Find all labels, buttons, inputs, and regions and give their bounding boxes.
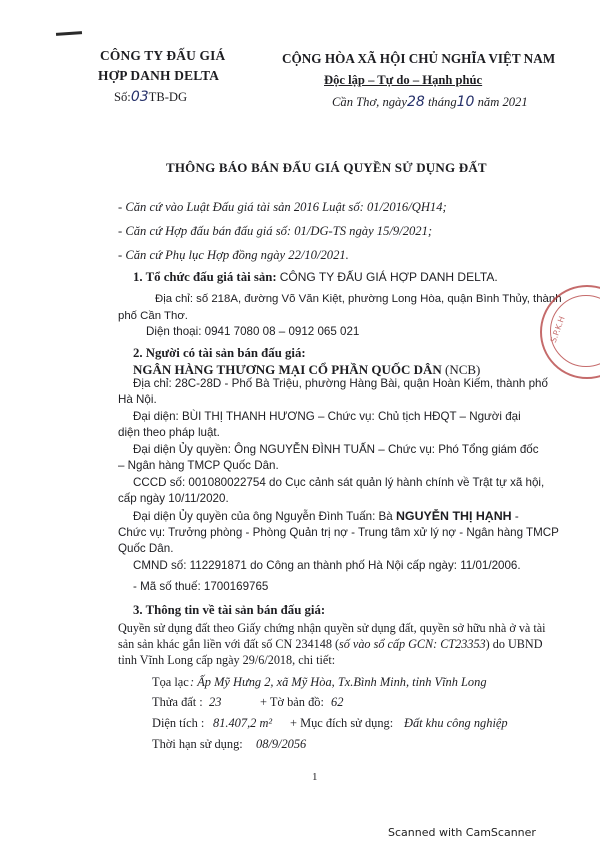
basis-line-1: - Căn cứ vào Luật Đấu giá tài sản 2016 Luật số: 01/2016/QH14; <box>118 200 447 214</box>
asset-location-label: Tọa lạc <box>152 675 189 689</box>
document-number: Số:03TB-DG <box>114 89 188 105</box>
section1-heading: 1. Tổ chức đấu giá tài sản: <box>133 270 277 284</box>
page-number: 1 <box>312 771 318 783</box>
bank-address-line2: Hà Nội. <box>118 393 157 406</box>
date-day-handwritten: 28 <box>406 94 425 110</box>
section1-address-line1: Địa chỉ: số 218A, đường Võ Văn Kiệt, phường Long Hòa, quận Bình Thủy, thành <box>155 293 562 305</box>
asset-paragraph-line1: Quyền sử dụng đất theo Giấy chứng nhận quyền sử dụng đất, quyền sở hữu nhà ở và tài <box>118 621 546 635</box>
land-use-purpose-label: + Mục đích sử dụng: <box>290 716 394 730</box>
cccd-line2: cấp ngày 10/11/2020. <box>118 492 229 505</box>
document-title: THÔNG BÁO BÁN ĐẤU GIÁ QUYỀN SỬ DỤNG ĐẤT <box>166 160 487 175</box>
org-name-line2: HỢP DANH DELTA <box>98 68 220 83</box>
scanner-watermark: Scanned with CamScanner <box>388 826 536 839</box>
area-label: Diện tích : <box>152 716 205 730</box>
asset-location-value: : Ấp Mỹ Hưng 2, xã Mỹ Hòa, Tx.Bình Minh, tỉnh Vĩnh Long <box>190 675 487 689</box>
bank-address-line1: Địa chỉ: 28C-28D - Phố Bà Triệu, phường Hàng Bài, quận Hoàn Kiếm, thành phố <box>133 377 548 390</box>
legal-rep-line2: diện theo pháp luật. <box>118 426 220 439</box>
section1-heading-line <box>133 270 498 285</box>
doc-number-handwritten: 03 <box>130 89 149 105</box>
basis-line-2: - Căn cứ Hợp đấu bán đấu giá số: 01/DG-TS ngày 15/9/2021; <box>118 224 433 238</box>
authorized-rep-line2: – Ngân hàng TMCP Quốc Dân. <box>118 459 279 472</box>
section1-org-name: CÔNG TY ĐẤU GIÁ HỢP DANH DELTA. <box>279 270 498 284</box>
national-motto: Độc lập – Tự do – Hạnh phúc <box>324 73 483 87</box>
land-use-purpose-value: Đất khu công nghiệp <box>404 716 508 730</box>
sub-authorized-line1: Đại diện Ủy quyền của ông Nguyễn Đình Tuấn: Bà NGUYỄN THỊ HẠNH - <box>133 509 519 523</box>
bank-name: NGÂN HÀNG THƯƠNG MẠI CỔ PHẦN QUỐC DÂN <box>133 362 442 377</box>
bank-abbr: (NCB) <box>445 362 481 377</box>
sub-authorized-name: NGUYỄN THỊ HẠNH <box>395 509 512 523</box>
legal-rep-line1: Đại diện: BÙI THỊ THANH HƯƠNG – Chức vụ: Chủ tịch HĐQT – Người đại <box>133 410 521 423</box>
cmnd-line: CMND số: 112291871 do Công an thành phố Hà Nội cấp ngày: 11/01/2006. <box>133 559 521 572</box>
date-month-handwritten: 10 <box>456 94 475 110</box>
parcel-label: Thửa đất : <box>152 695 203 709</box>
cccd-line1: CCCD số: 001080022754 do Cục cảnh sát quản lý hành chính về Trật tự xã hội, <box>133 476 545 489</box>
map-sheet-value: 62 <box>331 695 344 709</box>
section2-heading: 2. Người có tài sản bán đấu giá: <box>133 346 306 360</box>
area-value: 81.407,2 m² <box>213 716 273 730</box>
asset-paragraph-line3: tỉnh Vĩnh Long cấp ngày 29/6/2018, chi tiết: <box>118 653 336 667</box>
org-name-line1: CÔNG TY ĐẤU GIÁ <box>100 48 226 63</box>
section2-bank-line <box>133 362 480 378</box>
red-seal-stamp: S.P.K.H <box>540 285 600 379</box>
section1-phone: Diện thoại: 0941 7080 08 – 0912 065 021 <box>146 325 360 338</box>
term-label: Thời hạn sử dụng: <box>152 737 243 751</box>
tax-code: - Mã số thuế: 1700169765 <box>133 580 269 593</box>
authorized-rep-line1: Đại diện Ủy quyền: Ông NGUYỄN ĐÌNH TUẤN – Chức vụ: Phó Tổng giám đốc <box>133 443 539 456</box>
term-value: 08/9/2056 <box>256 737 307 751</box>
sub-authorized-line2: Chức vụ: Trưởng phòng - Phòng Quản trị nợ - Trung tâm xử lý nợ - Ngân hàng TMCP <box>118 526 559 539</box>
map-sheet-label: + Tờ bản đồ: <box>260 695 324 709</box>
basis-line-3: - Căn cứ Phụ lục Hợp đồng ngày 22/10/2021. <box>118 248 349 262</box>
sub-authorized-line3: Quốc Dân. <box>118 542 174 555</box>
parcel-value: 23 <box>209 695 222 709</box>
asset-paragraph-line2: sản sản khác gắn liền với đất số CN 234148 (số vào sổ cấp GCN: CT23353) do UBND <box>118 637 543 651</box>
section1-address-line2: phố Cần Thơ. <box>118 310 188 322</box>
national-title: CỘNG HÒA XÃ HỘI CHỦ NGHĨA VIỆT NAM <box>282 51 556 66</box>
gcn-number: số vào sổ cấp GCN: CT23353 <box>339 637 486 651</box>
pen-mark <box>56 31 82 36</box>
section3-heading: 3. Thông tin về tài sản bán đấu giá: <box>133 603 326 617</box>
date-line: Cần Thơ, ngày28 tháng10 năm 2021 <box>332 94 528 110</box>
